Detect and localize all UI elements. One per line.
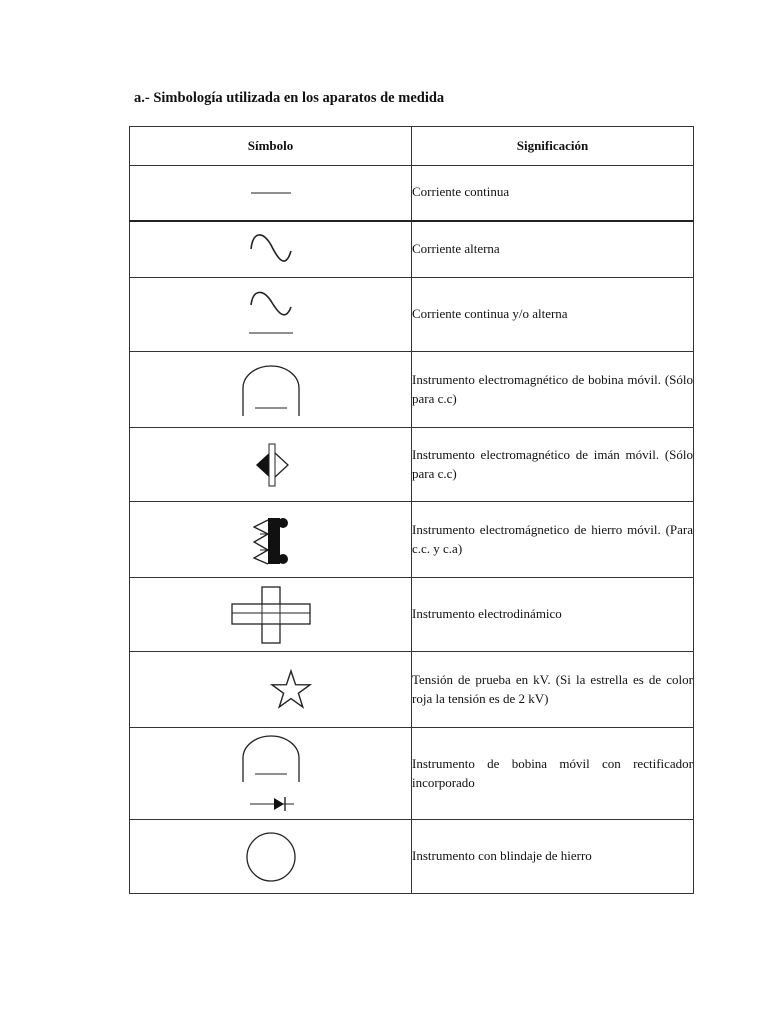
symbol-cell	[130, 352, 412, 428]
meaning-text: Instrumento electrodinámico	[412, 606, 562, 622]
meaning-text: Instrumento de bobina móvil con rectificador incorporado	[412, 755, 693, 790]
table-row	[130, 728, 694, 820]
table-row	[130, 578, 694, 652]
meaning-text: Instrumento electromagnético de bobina móvil. (Sólo para c.c)	[412, 371, 693, 406]
symbol-cell	[130, 428, 412, 502]
header-symbol: Símbolo	[130, 127, 412, 166]
meaning-cell	[412, 278, 694, 352]
table-row	[130, 502, 694, 578]
table-row	[130, 820, 694, 894]
meaning-text: Corriente continua	[412, 184, 510, 200]
meaning-text: Tensión de prueba en kV. (Si la estrella es de color roja la tensión es de 2 kV)	[412, 671, 693, 706]
table-row	[130, 166, 694, 221]
meaning-cell	[412, 221, 694, 278]
circle-icon	[241, 827, 301, 887]
table-row	[130, 352, 694, 428]
meaning-text: Corriente continua y/o alterna	[412, 306, 568, 322]
table-row	[130, 428, 694, 502]
meaning-text: Instrumento electromagnético de imán móvil. (Sólo para c.c)	[412, 446, 693, 481]
electrodynamic-icon	[226, 583, 316, 647]
table-header-row	[130, 127, 694, 166]
meaning-cell	[412, 652, 694, 728]
meaning-cell	[412, 352, 694, 428]
meaning-cell	[412, 820, 694, 894]
table-row	[130, 278, 694, 352]
symbol-cell	[130, 820, 412, 894]
meaning-cell	[412, 578, 694, 652]
meaning-cell	[412, 428, 694, 502]
symbol-cell	[130, 652, 412, 728]
meaning-cell	[412, 502, 694, 578]
meaning-text: Instrumento con blindaje de hierro	[412, 848, 592, 864]
symbol-cell	[130, 578, 412, 652]
symbol-cell	[130, 166, 412, 221]
moving-coil-icon	[236, 360, 306, 420]
table-row	[130, 221, 694, 278]
header-meaning: Significación	[412, 127, 694, 166]
meaning-text: Instrumento electromágnetico de hierro móvil. (Para c.c. y c.a)	[412, 521, 693, 556]
table-row	[130, 652, 694, 728]
symbol-cell	[130, 502, 412, 578]
ac-dc-wave-icon	[241, 287, 301, 343]
coil-rectifier-icon	[236, 732, 306, 816]
symbol-cell	[130, 728, 412, 820]
page-heading: a.- Simbología utilizada en los aparatos de medida	[134, 90, 445, 106]
meaning-cell	[412, 728, 694, 820]
symbol-cell	[130, 221, 412, 278]
meaning-text: Corriente alterna	[412, 240, 500, 256]
symbol-cell	[130, 278, 412, 352]
moving-iron-icon	[236, 508, 306, 572]
ac-wave-icon	[241, 227, 301, 271]
dc-line-icon	[241, 183, 301, 203]
moving-magnet-icon	[236, 435, 306, 495]
star-icon	[221, 665, 321, 715]
meaning-cell	[412, 166, 694, 221]
symbol-table	[129, 126, 694, 894]
